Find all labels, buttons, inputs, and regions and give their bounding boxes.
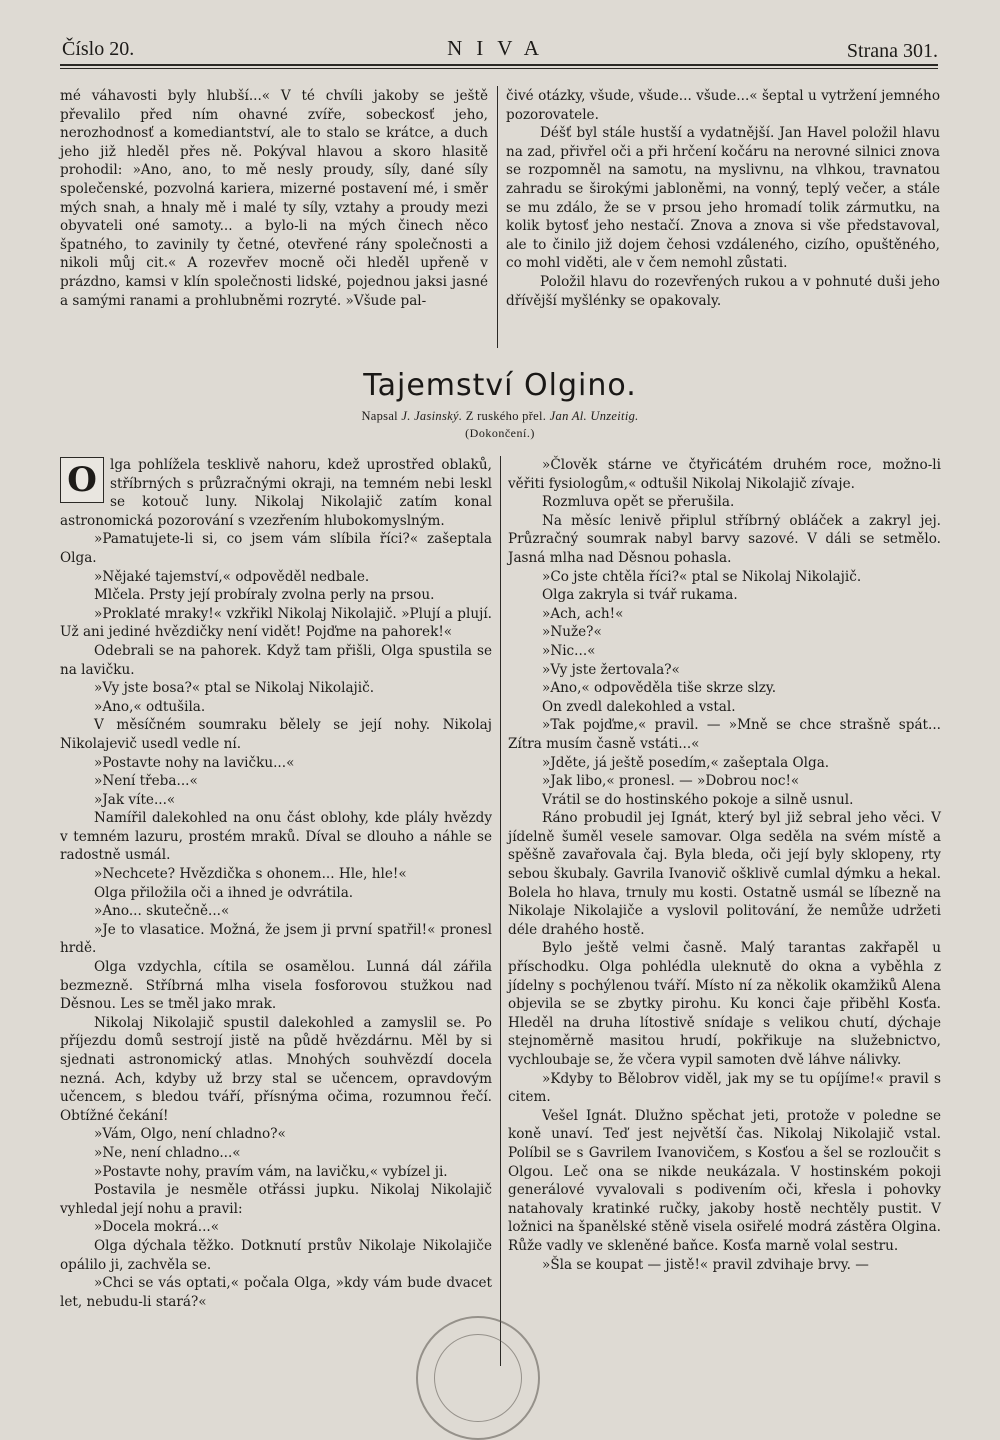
paragraph: »Kdyby to Bělobrov viděl, jak my se tu opíjíme!« pravil s citem. [508, 1070, 941, 1106]
page-number: Strana 301. [846, 40, 938, 62]
paragraph: Déšť byl stále hustší a vydatnější. Jan Havel položil hlavu na zad, přivřel oči a při hrčení kočáru na nerovné silnici znova se rozpomněl na samotu, na myslivnu, na vlhkou, travnatou zahradu se širokými jabloněmi, na vonný, teplý večer, a stále se mu zdálo, že se v prsou jeho hromadí tolik zármutku, na kolik bytosť jeho nestačí. Znova a znova si vše představoval, ale to činilo již dojem čehosi vzdáleného, cizího, opuštěného, co mohl viděti, ale v čem nemohl zůstati. [506, 125, 940, 272]
paragraph: »Ach, ach!« [542, 605, 624, 622]
paragraph: Položil hlavu do rozevřených rukou a v pohnuté duši jeho dřívější myšlénky se opakovaly. [506, 273, 940, 309]
bottom-left-column [60, 456, 492, 1311]
paragraph: Na měsíc lenivě připlul stříbrný obláček a zakryl jej. Průzračný soumrak nabyl barvy sazové. V dáli se setmělo. Jasná mlha nad Děsnou pohasla. [508, 512, 941, 566]
paragraph: »Postavte nohy, pravím vám, na lavičku,« vybízel ji. [94, 1163, 448, 1180]
top-left-column [60, 87, 488, 310]
paragraph: Olga zakryla si tvář rukama. [542, 587, 738, 604]
issue-number: Číslo 20. [62, 38, 135, 60]
paragraph: Namířil dalekohled na onu část oblohy, kde plály hvězdy v temném lazuru, prostém mraků. Díval se dlouho a náhle se radostně usmál. [60, 810, 492, 864]
paragraph: Vešel Ignát. Dlužno spěchat jeti, protože v poledne se koně unaví. Teď jest největší čas. Nikolaj Nikolajič vstal. Políbil se s Gavrilem Ivanovičem, s Kosťou a šel se rozloučit s Olgou. Leč ona se nikde neukázala. V hostinském pokoji generálové vyvalovali s podivením oči, křesla i pohovky natahovaly kratinké ručky, jakoby hostě nechtěly pustit. V ložnici na španělské stěně visela osiřelé modrá zástěra Olgina. Růže vadly ve skleněné baňce. Kosťa marně volal sestru. [508, 1107, 941, 1254]
paragraph: »Nějaké tajemství,« odpověděl nedbale. [94, 568, 370, 585]
paragraph: »Jděte, já ještě posedím,« zašeptala Olga. [542, 754, 830, 771]
paragraph: »Jak víte...« [94, 791, 176, 808]
translation-prefix: Z ruského přel. [465, 409, 547, 423]
paragraph: »Jak libo,« pronesl. — »Dobrou noc!« [542, 773, 800, 790]
paragraph: »Docela mokrá...« [94, 1219, 220, 1236]
page-header [62, 30, 938, 62]
story-heading [0, 368, 1000, 441]
paragraph: »Vy jste bosa?« ptal se Nikolaj Nikolajič. [94, 680, 375, 697]
paragraph: Mlčela. Prsty její probíraly zvolna perly na prsou. [94, 587, 435, 604]
library-stamp-icon [416, 1316, 540, 1440]
bottom-right-column [508, 456, 941, 1274]
paragraph: »Postavte nohy na lavičku...« [94, 754, 295, 771]
paragraph: Bylo ještě velmi časně. Malý tarantas zakřapěl u příschodku. Olga pohlédla uleknutě do okna a vyběhla z jídelny s pochýlenou tváří. Místo ní za několik okamžiků Alena objevila se se zbytky pirohu. Ku konci čaje přiběhl Kosťa. Hleděl na druha lítostivě snídaje s velikou chutí, dýchaje stejnoměrně masitou hrudí, pokřikuje na služebnictvo, vychloubaje se, že včera vypil samoten dvě láhve nálivky. [508, 940, 941, 1068]
paragraph: »Člověk stárne ve čtyřicátém druhém roce, možno-li věřiti fysiologům,« odtušil Nikolaj Nikolajič zívaje. [508, 457, 941, 492]
journal-title: NIVA [447, 36, 553, 60]
dropcap-initial: O [60, 457, 104, 503]
concluded-note: (Dokončení.) [465, 426, 535, 440]
paragraph: »Je to vlasatice. Možná, že jsem ji první spatřil!« pronesl hrdě. [60, 921, 492, 957]
paragraph: Olga dýchala těžko. Dotknutí prstův Nikolaje Nikolajiče opálilo ji, zachvěla se. [60, 1237, 492, 1273]
paragraph: Vrátil se do hostinského pokoje a silně usnul. [542, 791, 854, 808]
paragraph: »Nuže?« [542, 624, 602, 641]
paragraph: čivé otázky, všude, všude... všude...« šeptal u vytržení jemného pozorovatele. [506, 88, 940, 123]
paragraph: »Vám, Olgo, není chladno?« [94, 1126, 286, 1143]
column-divider [497, 86, 498, 348]
paragraph: Rozmluva opět se přerušila. [542, 494, 735, 511]
paragraph: »Pamatujete-li si, co jsem vám slíbila říci?« zašeptala Olga. [60, 531, 492, 566]
paragraph: »Chci se vás optati,« počala Olga, »kdy vám bude dvacet let, nebudu-li stará?« [60, 1275, 492, 1310]
author: J. Jasinský. [401, 409, 463, 423]
paragraph: »Ano,« odpověděla tiše skrze slzy. [542, 680, 777, 697]
byline-prefix: Napsal [361, 409, 398, 423]
paragraph-text: lga pohlížela tesklivě nahoru, kdež uprostřed oblaků, stříbrných s průzračnými okraji, na temném nebi leskl se kotouč luny. Nikolaj Nikolajič zatím konal astronomická pozorování s vzezřením hlubokomyslným. [60, 457, 492, 529]
paragraph: Postavila je nesměle otřássi jupku. Nikolaj Nikolajič vyhledal její nohu a pravil: [60, 1182, 492, 1217]
paragraph: »Proklaté mraky!« vzkřikl Nikolaj Nikolajič. »Plují a plují. Už ani jediné hvězdičky není vidět! Pojďme na pahorek!« [60, 605, 492, 641]
paragraph [60, 456, 492, 530]
paragraph: Odebrali se na pahorek. Když tam přišli, Olga spustila se na lavičku. [60, 642, 492, 678]
header-rule-thin [60, 68, 938, 69]
paragraph: »Co jste chtěla říci?« ptal se Nikolaj Nikolajič. [542, 568, 862, 585]
paragraph: »Vy jste žertovala?« [542, 661, 680, 678]
paragraph: On zvedl dalekohled a vstal. [542, 698, 736, 715]
paragraph: »Šla se koupat — jistě!« pravil zdvihaje brvy. — [542, 1256, 869, 1273]
paragraph: Nikolaj Nikolajič spustil dalekohled a zamyslil se. Po příjezdu domů sestrojí jistě na půdě hvězdárnu. Měl by si sjednati astronomický atlas. Mnohých souhvězdí docela nezná. Ach, kdyby už brzy stal se učencem, opravdovým učencem, s bledou tváří, přísnýma očima, rozumnou řečí. Obtížné čekání! [60, 1014, 492, 1124]
paragraph: »Nic...« [542, 642, 596, 659]
story-title: Tajemství Olgino. [363, 368, 637, 403]
paragraph: Ráno probudil jej Ignát, který byl již sebral jeho věci. V jídelně šuměl vesele samovar. Olga seděla na svém místě a spěšně zavařovala čaj. Byla bleda, oči její byly sklopeny, rty sebou škubaly. Gavrila Ivanovič ošklivě cumlal dýmku a hekal. Bolela ho hlava, trnuly mu kosti. Ostatně usmál se líbezně na Nikolaje Nikolajiče a vyslovil politování, že nemůže udržeti déle drahého hostě. [508, 810, 941, 938]
translator: Jan Al. Unzeitig. [549, 409, 639, 423]
header-rule [60, 64, 938, 66]
top-right-column [506, 87, 940, 310]
paragraph: »Ano,« odtušila. [94, 698, 206, 715]
paragraph: »Tak pojďme,« pravil. — »Mně se chce strašně spát... Zítra musím časně vstáti...« [508, 717, 941, 752]
paragraph: Olga přiložila oči a ihned je odvrátila. [94, 884, 354, 901]
paragraph: V měsíčném soumraku bělely se její nohy. Nikolaj Nikolajevič usedl vedle ní. [60, 717, 492, 752]
byline [0, 409, 1000, 424]
paragraph: Olga vzdychla, cítila se osamělou. Lunná dál zářila bezmezně. Stříbrná mlha visela fosforovou stužkou nad Děsnou. Les se tměl jako mrak. [60, 959, 492, 1013]
column-divider [500, 456, 501, 1366]
paragraph: »Ne, není chladno...« [94, 1144, 241, 1161]
paragraph: »Není třeba...« [94, 773, 198, 790]
paragraph: »Ano... skutečně...« [94, 903, 230, 920]
paragraph: mé váhavosti byly hlubší...« V té chvíli jakoby se ještě převalilo před ním ohavné zvíře, sobeckosť jeho, nerozhodnosť a komediantství, ale to stalo se krátce, a duch jeho již hleděl přes ně. Pokýval hlavou a skoro hlasitě prohodil: »Ano, ano, to mě nesly proudy, síly, dané síly společenské, pozvolná kariera, mizerné postavení mé, i směr mých snah, a hnaly mě i malé ty síly, vztahy a proudy mezi obyvateli oné samoty... a bylo-li na mých činech něco špatného, to zavinily ty četné, otevřené rány společnosti a nikoli můj cit.« A rozevřev mocně oči hleděl upřeně v prázdno, kamsi v klín společnosti lidské, pojednou jaksi jasné a samými ranami a prohlubněmi rozryté. »Všude pal- [60, 88, 488, 309]
paragraph: »Nechcete? Hvězdička s ohonem... Hle, hle!« [94, 866, 407, 883]
